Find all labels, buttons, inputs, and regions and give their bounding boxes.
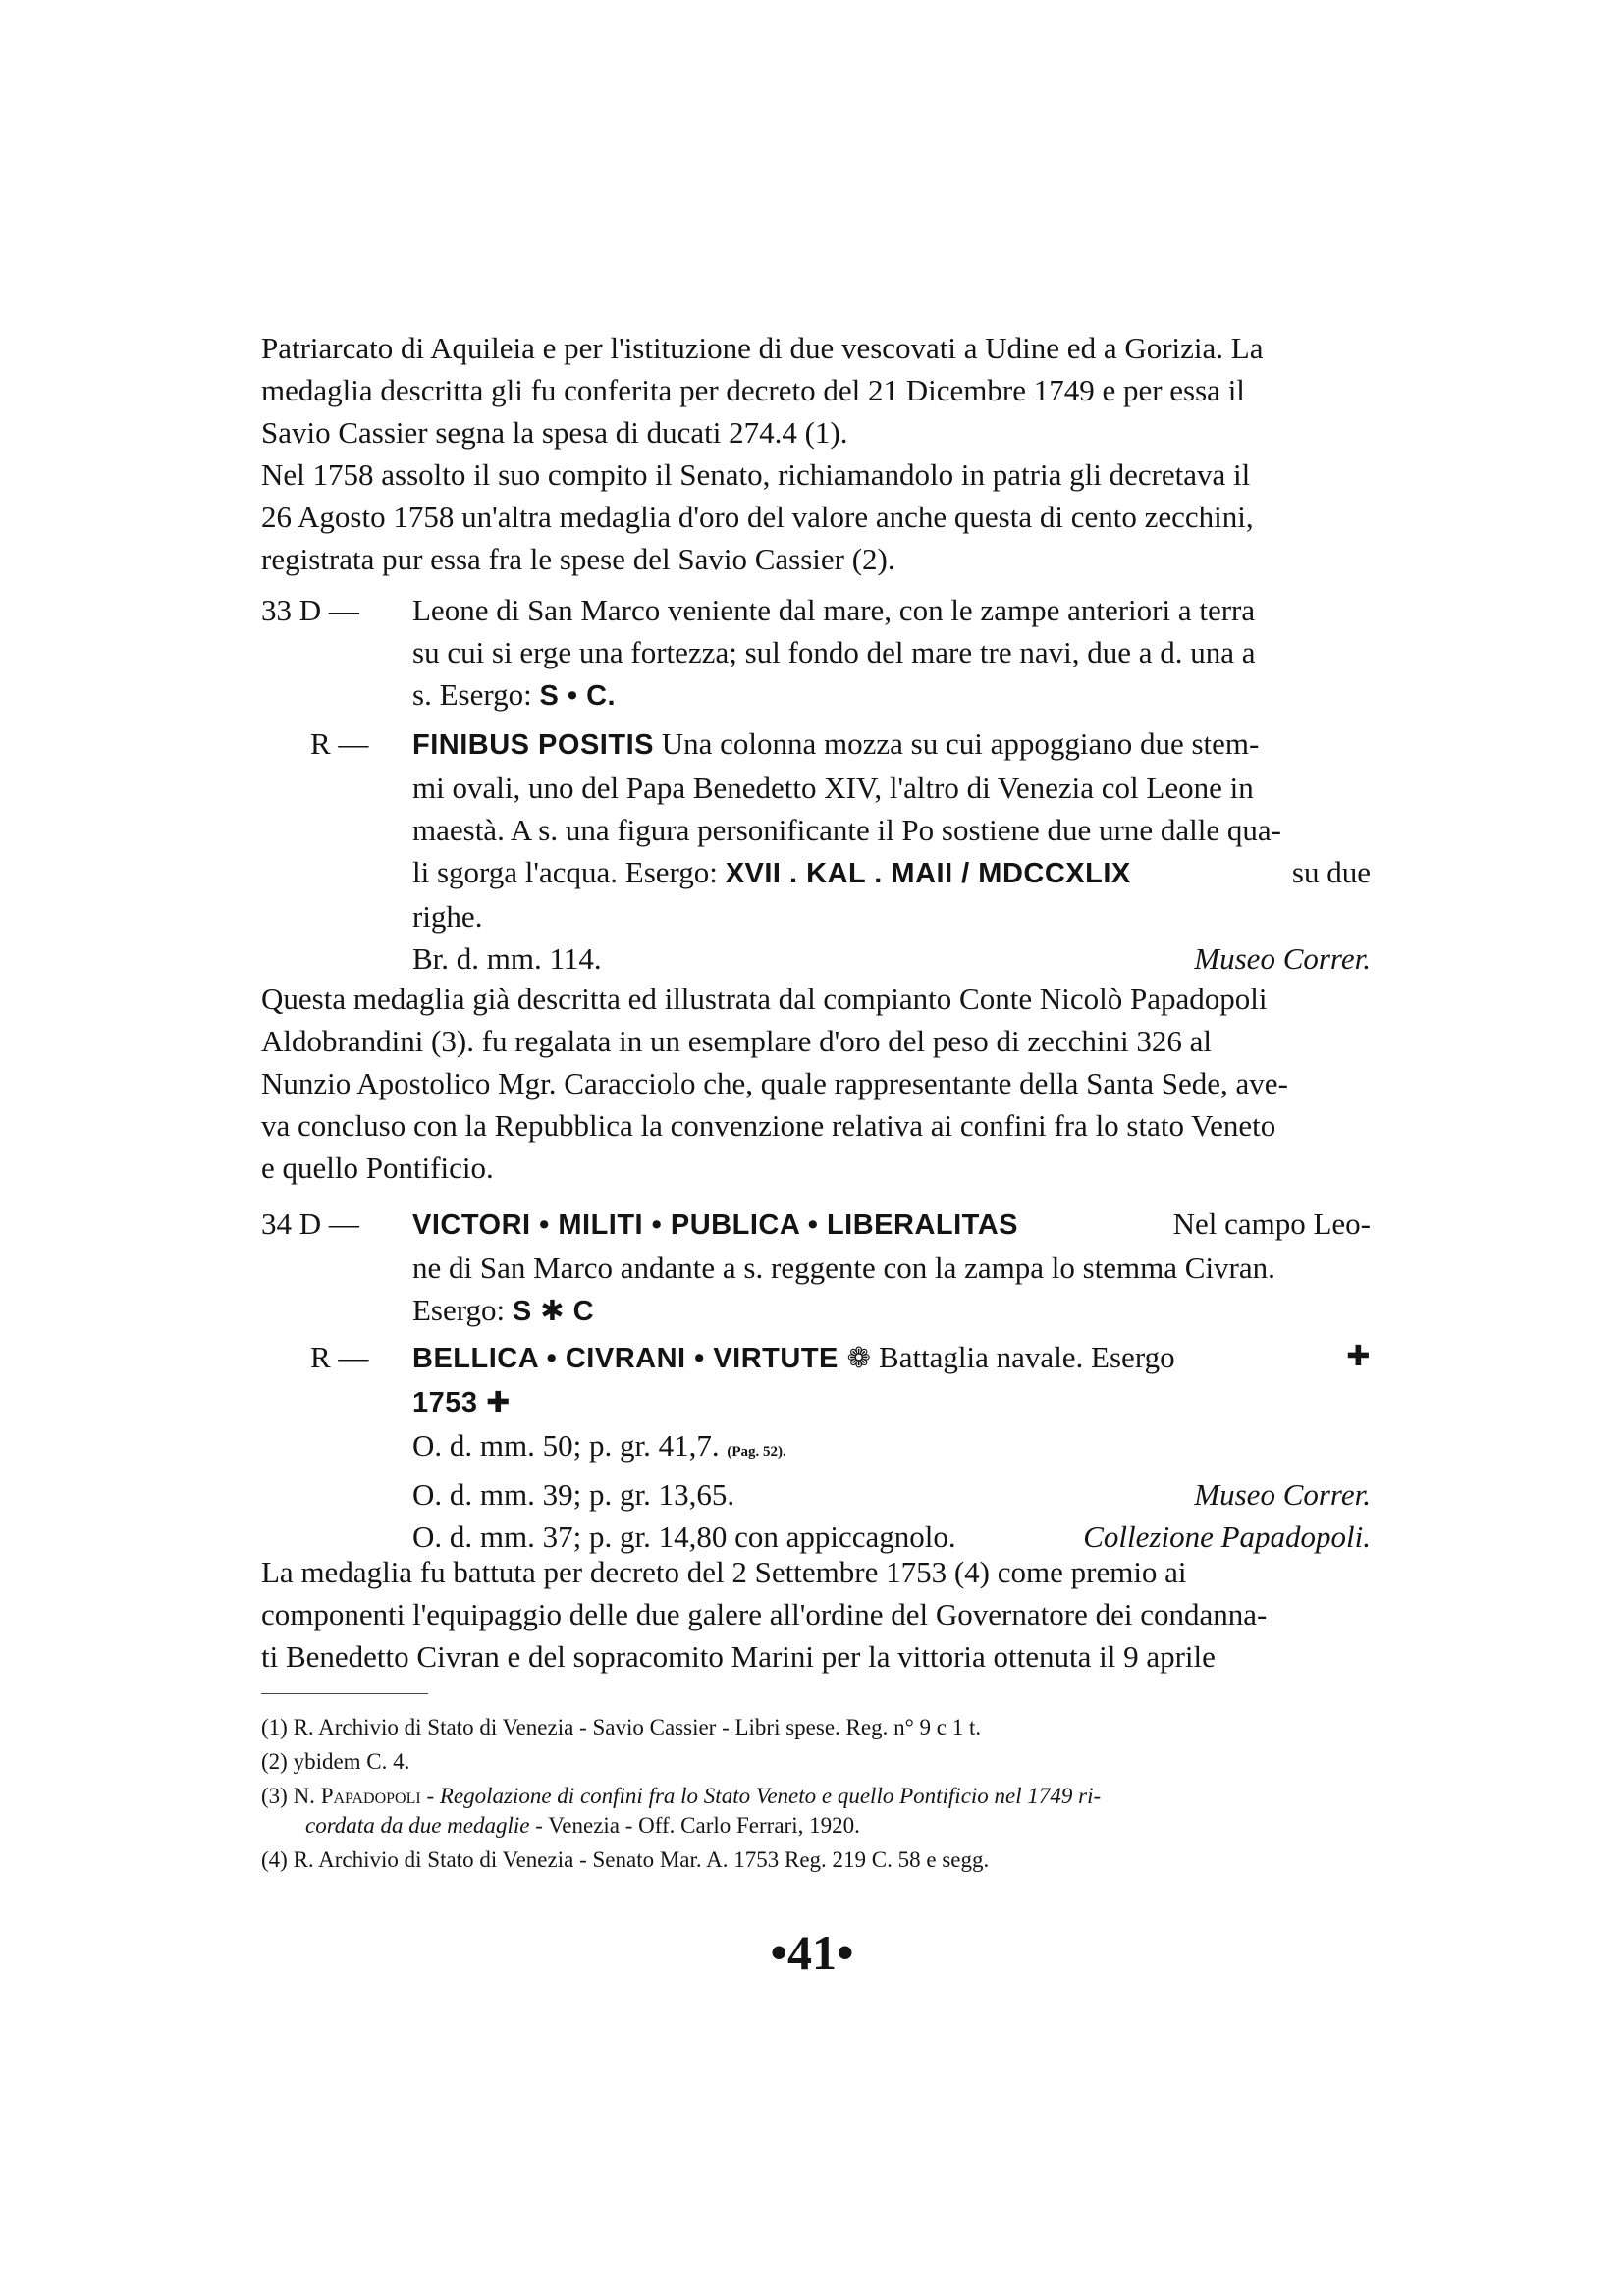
specimen-info: O. d. mm. 39; p. gr. 13,65. xyxy=(412,1477,735,1512)
text-line: Questa medaglia già descritta ed illustrata dal compianto Conte Nicolò Papadopoli xyxy=(261,982,1268,1016)
specimen-note: (Pag. 52). xyxy=(727,1444,786,1460)
text-span: (3) N. xyxy=(261,1784,315,1808)
cross-symbol: ✚ xyxy=(1346,1341,1371,1372)
text-line: 26 Agosto 1758 un'altra medaglia d'oro del valore anche questa di cento zecchini, xyxy=(261,500,1254,534)
text-line xyxy=(412,1289,1371,1333)
specimen-info: O. d. mm. 50; p. gr. 41,7. xyxy=(412,1428,720,1463)
work-title: cordata da due medaglie xyxy=(305,1813,530,1838)
text-line: su cui si erge una fortezza; sul fondo del mare tre navi, due a d. una a xyxy=(412,635,1256,669)
work-title: Regolazione di confini fra lo Stato Veneto e quello Pontificio nel 1749 ri- xyxy=(439,1784,1102,1808)
reverse-description xyxy=(412,1336,1371,1558)
reverse-description xyxy=(412,722,1371,980)
text-line: registrata pur essa fra le spese del Savio Cassier (2). xyxy=(261,542,895,576)
reverse-legend: BELLICA • CIVRANI • VIRTUTE ❁ xyxy=(412,1343,872,1374)
footnote-continuation xyxy=(261,1811,1371,1841)
text-line: va concluso con la Repubblica la convenzione relativa ai confini fra lo stato Veneto xyxy=(261,1108,1276,1143)
text-line xyxy=(412,673,1371,718)
text-span: su due xyxy=(1291,855,1371,889)
text-line xyxy=(412,1336,1371,1380)
exergue-legend: S ✱ C xyxy=(512,1296,595,1327)
text-line xyxy=(412,722,1371,767)
specimen-line xyxy=(412,937,1371,980)
specimen-line xyxy=(412,1473,1371,1516)
entry-number-reverse: R — xyxy=(310,1340,369,1374)
footnote-4: (4) R. Archivio di Stato di Venezia - Senato Mar. A. 1753 Reg. 219 C. 58 e segg. xyxy=(261,1847,990,1872)
specimen-info: Br. d. mm. 114. xyxy=(412,941,602,976)
text-line: componenti l'equipaggio delle due galere all'ordine del Governatore dei condanna- xyxy=(261,1597,1268,1631)
exergue-legend: S • C. xyxy=(539,680,617,712)
footnotes xyxy=(261,1713,1371,1880)
footnote-1: (1) R. Archivio di Stato di Venezia - Savio Cassier - Libri spese. Reg. n° 9 c 1 t. xyxy=(261,1715,982,1739)
text-span: Battaglia navale. Esergo xyxy=(879,1340,1175,1374)
collection-name: Museo Correr. xyxy=(1194,941,1371,976)
footnote-3 xyxy=(261,1782,1371,1841)
exergue-label: li sgorga l'acqua. Esergo: xyxy=(412,855,718,889)
text-span: Una colonna mozza su cui appoggiano due stem- xyxy=(661,726,1260,761)
text-line: Nel 1758 assolto il suo compito il Senato, richiamandolo in patria gli decretava il xyxy=(261,457,1251,492)
text-line xyxy=(412,1202,1371,1247)
page-number: •41• xyxy=(770,1925,854,1980)
text-span: Nel campo Leo- xyxy=(1172,1206,1371,1241)
text-line: La medaglia fu battuta per decreto del 2 Settembre 1753 (4) come premio ai xyxy=(261,1555,1187,1589)
text-line: Savio Cassier segna la spesa di ducati 274.4 (1). xyxy=(261,415,848,450)
exergue-label: Esergo: xyxy=(412,1293,506,1327)
author-name: Papadopoli xyxy=(320,1784,421,1808)
text-span: - xyxy=(426,1784,435,1808)
text-line: righe. xyxy=(412,899,483,934)
paragraph-intro xyxy=(261,327,1371,580)
reverse-date: 1753 ✚ xyxy=(412,1387,511,1418)
collection-name: Collezione Papadopoli. xyxy=(1083,1520,1371,1554)
specimen-line xyxy=(412,1424,1371,1473)
collection-name: Museo Correr. xyxy=(1194,1477,1371,1512)
reverse-legend: FINIBUS POSITIS xyxy=(412,729,654,761)
entry-number-obverse: 34 D — xyxy=(261,1206,359,1241)
text-line: Patriarcato di Aquileia e per l'istituzione di due vescovati a Udine ed a Gorizia. La xyxy=(261,331,1264,365)
text-line xyxy=(412,1380,1371,1424)
footnote-separator xyxy=(261,1693,428,1694)
obverse-description xyxy=(412,1202,1371,1333)
entry-number-obverse: 33 D — xyxy=(261,593,359,627)
text-line: ne di San Marco andante a s. reggente con la zampa lo stemma Civran. xyxy=(412,1251,1275,1285)
text-span: - Venezia - Off. Carlo Ferrari, 1920. xyxy=(535,1813,860,1838)
text-line: e quello Pontificio. xyxy=(261,1150,494,1185)
specimen-info: O. d. mm. 37; p. gr. 14,80 con appiccagnolo. xyxy=(412,1520,956,1554)
entry-number-reverse: R — xyxy=(310,726,369,761)
text-line: maestà. A s. una figura personificante il Po sostiene due urne dalle qua- xyxy=(412,813,1281,847)
obverse-description xyxy=(412,589,1371,718)
text-line: Leone di San Marco veniente dal mare, con le zampe anteriori a terra xyxy=(412,593,1256,627)
paragraph-commentary xyxy=(261,978,1371,1189)
text-line: mi ovali, uno del Papa Benedetto XIV, l'altro di Venezia col Leone in xyxy=(412,771,1254,805)
exergue-label: s. Esergo: xyxy=(412,677,532,712)
paragraph-decree xyxy=(261,1551,1371,1678)
text-line: Aldobrandini (3). fu regalata in un esemplare d'oro del peso di zecchini 326 al xyxy=(261,1024,1212,1058)
exergue-legend: XVII . KAL . MAII / MDCCXLIX xyxy=(725,858,1131,889)
footnote-2: (2) ybidem C. 4. xyxy=(261,1749,410,1774)
text-line: ti Benedetto Civran e del sopracomito Marini per la vittoria ottenuta il 9 aprile xyxy=(261,1639,1216,1674)
text-line: medaglia descritta gli fu conferita per decreto del 21 Dicembre 1749 e per essa il xyxy=(261,373,1245,407)
obverse-legend: VICTORI • MILITI • PUBLICA • LIBERALITAS xyxy=(412,1209,1019,1241)
text-line: Nunzio Apostolico Mgr. Caracciolo che, quale rappresentante della Santa Sede, ave- xyxy=(261,1066,1288,1100)
text-line xyxy=(412,851,1371,895)
